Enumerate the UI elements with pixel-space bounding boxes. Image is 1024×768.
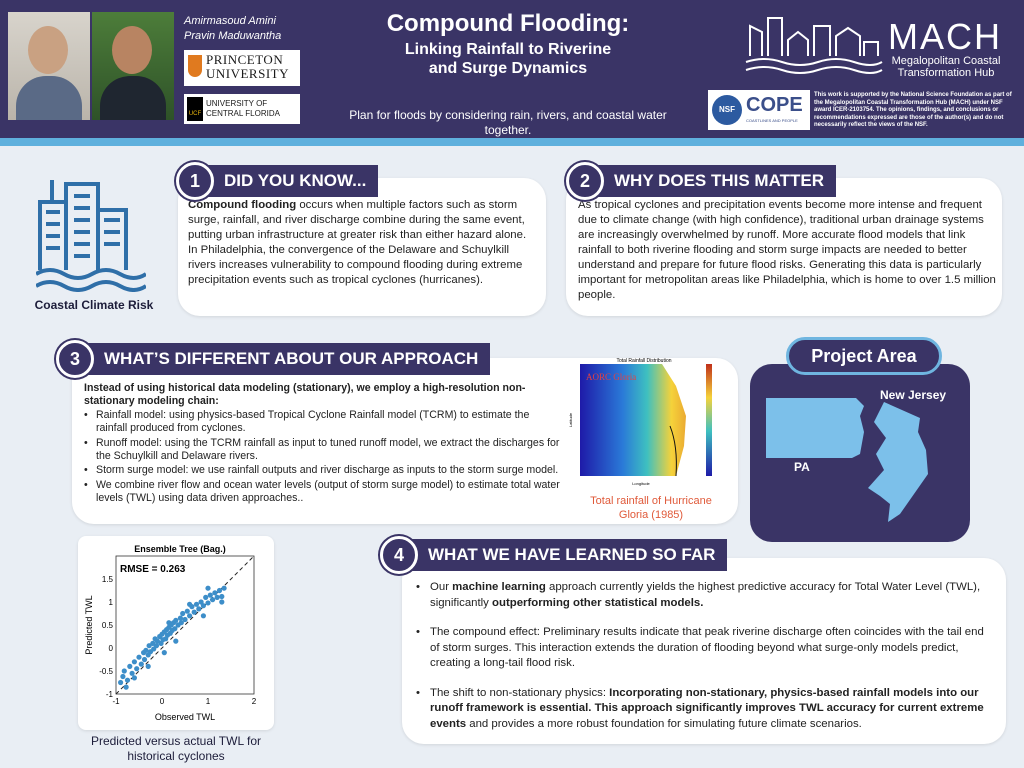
scatter-point (120, 674, 125, 679)
y-tick-label: 1.5 (101, 575, 113, 584)
mach-subtitle: Megalopolitan Coastal Transformation Hub (891, 55, 1001, 79)
finding-bullet: • Our machine learning approach currently yields the highest predictive accuracy for Total Water Level (TWL), significantly outperforming other statistical models. (416, 580, 988, 611)
chart-annotation: RMSE = 0.263 (120, 564, 186, 575)
author-photo-amini (8, 12, 90, 120)
nsf-acknowledgement: This work is supported by the National Science Foundation as part of the Megalopolitan Coastal Transformation Hub (MACH) under NSF award ICER-2103754. The opinions, findings, and conclusions or recommendations expressed are those of the author(s) and do not necessarily reflect the views of the NSF. (814, 92, 1012, 128)
tagline: Plan for floods by considering rain, rivers, and coastal water together. (349, 108, 667, 137)
scatter-point (196, 606, 201, 611)
scatter-point (215, 595, 220, 600)
scatter-point (154, 643, 159, 648)
header-accent-stripe (0, 138, 1024, 146)
map-label: AORC Gloria (586, 372, 637, 382)
x-tick-label: 2 (251, 697, 257, 706)
section-4-text (416, 580, 988, 746)
scatter-point (124, 685, 129, 690)
scatter-point (201, 613, 206, 618)
scatter-point (146, 664, 151, 669)
scatter-point (143, 648, 148, 653)
header (0, 0, 1024, 138)
section-1-title: DID YOU KNOW... (206, 165, 378, 197)
scatter-point (134, 666, 139, 671)
scatter-point (194, 602, 199, 607)
scatter-point (130, 671, 135, 676)
scatter-point (212, 590, 217, 595)
approach-bullet: • Runoff model: using the TCRM rainfall as input to tuned runoff model, we extract the discharges for the Schuylkill and Delaware rivers. (84, 437, 562, 464)
chart-xlabel: Observed TWL (154, 712, 216, 722)
section-3-text: Instead of using historical data modeling (stationary), we employ a high-resolution non-stationary modeling chain: • Rainfall model: using physics-based Tropical Cyclone Rainfall model (TCRM) to estimate the rainfall produced from cyclones. • Runoff model: using the TCRM rainfall as input to tuned runoff model, we extract the discharges for the Schuylkill and Delaware rivers. • Storm surge model: we use rainfall outputs and river discharge as inputs to the storm surge model. • We combine river flow and ocean water levels (output of storm surge model) to estimate total water levels (TWL) using data driven approaches.. (84, 382, 562, 507)
y-tick-label: 1 (108, 598, 113, 607)
map-title: Total Rainfall Distribution (616, 358, 672, 364)
scatter-point (205, 600, 210, 605)
project-area-map (760, 392, 960, 532)
scatter-point (219, 599, 224, 604)
project-area-title: Project Area (786, 337, 942, 375)
scatter-point (166, 620, 171, 625)
y-tick-label: -0.5 (99, 667, 113, 676)
mach-skyline-icon (744, 12, 884, 78)
scatter-point (217, 588, 222, 593)
section-1-header (176, 162, 378, 200)
scatter-point (201, 603, 206, 608)
cope-subtitle: COASTLINES AND PEOPLE (746, 118, 798, 123)
x-tick-label: 0 (159, 697, 165, 706)
approach-bullet: • Rainfall model: using physics-based Tropical Cyclone Rainfall model (TCRM) to estimate the rainfall produced from cyclones. (84, 409, 562, 436)
approach-bullet: • Storm surge model: we use rainfall outputs and river discharge as inputs to the storm surge model. (84, 464, 562, 477)
section-1-number: 1 (176, 162, 214, 200)
approach-bullet: • We combine river flow and ocean water levels (output of storm surge model) to estimate total water levels (TWL) using data driven approaches.. (84, 479, 562, 506)
scatter-point (132, 659, 137, 664)
x-tick-label: 1 (205, 697, 211, 706)
scatter-point (205, 586, 210, 591)
rainfall-map (566, 356, 724, 490)
scatter-point (187, 602, 192, 607)
map-ylabel: Latitude (568, 412, 573, 428)
scatter-point (173, 618, 178, 623)
scatter-point (132, 675, 137, 680)
map-caption: Total rainfall of Hurricane Gloria (1985) (590, 495, 712, 521)
section-4-header (380, 536, 727, 574)
icon-caption: Coastal Climate Risk (34, 298, 154, 312)
new-jersey-shape (868, 402, 928, 522)
scatter-point (118, 680, 123, 685)
ucf-pegasus-icon: UCF (187, 97, 203, 121)
y-tick-label: 0 (108, 644, 113, 653)
scatter-point (185, 609, 190, 614)
scatter-point (219, 594, 224, 599)
cope-logo: COPE (746, 94, 803, 116)
scatter-point (210, 597, 215, 602)
label-pa: PA (794, 460, 810, 474)
section-3-header (56, 340, 490, 378)
scatter-point (208, 593, 213, 598)
princeton-shield-icon (188, 55, 202, 77)
scatter-chart (82, 540, 270, 726)
section-2-text: As tropical cyclones and precipitation events become more intense and frequent due to climate change (with high confidence), traditional urban drainage systems are increasingly overwhelmed by runoff. More accurate flood models that link rainfall to both riverine flooding and storm surge impacts are needed to better understand and prepare for future flood risks. Generating this data is particularly important for metropolitan areas like Philadelphia, which is home to over 1.5 million people. (578, 199, 996, 301)
x-tick-label: -1 (112, 697, 120, 706)
scatter-point (162, 650, 167, 655)
reference-line (116, 556, 254, 694)
scatter-point (192, 610, 197, 615)
scatter-point (182, 617, 187, 622)
chart-title: Ensemble Tree (Bag.) (134, 544, 226, 554)
author-names: Amirmasoud Amini Pravin Maduwantha (184, 15, 282, 42)
y-tick-label: 0.5 (101, 621, 113, 630)
poster-title: Compound Flooding: Linking Rainfall to Riverine and Surge Dynamics (386, 10, 630, 77)
label-new-jersey: New Jersey (880, 388, 947, 402)
scatter-point (173, 639, 178, 644)
ucf-logo: UCF UNIVERSITY OF CENTRAL FLORIDA (184, 94, 300, 124)
scatter-point (180, 611, 185, 616)
section-3-number: 3 (56, 340, 94, 378)
finding-bullet: • The compound effect: Preliminary results indicate that peak riverine discharge often coincides with the tail end of storm surges. This interaction extends the duration of flooding beyond what surge-only models predict, creating a long-tail flood risk. (416, 625, 988, 672)
map-xlabel: Longitude (632, 481, 650, 486)
chart-ylabel: Predicted TWL (84, 595, 94, 655)
coastal-city-icon (36, 174, 146, 292)
scatter-point (222, 586, 227, 591)
nsf-cope-logos (708, 90, 810, 130)
scatter-point (203, 595, 208, 600)
map-colorbar (706, 364, 712, 476)
author-photo-maduwantha (92, 12, 174, 120)
nsf-logo-icon: NSF (712, 95, 742, 125)
section-2-number: 2 (566, 162, 604, 200)
scatter-point (142, 657, 147, 662)
section-4-title: WHAT WE HAVE LEARNED SO FAR (410, 539, 727, 571)
scatter-point (136, 655, 141, 660)
scatter-point (122, 668, 127, 673)
section-2-header (566, 162, 836, 200)
pennsylvania-shape (766, 398, 864, 458)
princeton-logo: PRINCETON UNIVERSITY (184, 50, 300, 86)
scatter-point (139, 662, 144, 667)
y-tick-label: -1 (105, 690, 113, 699)
section-1-text: Compound flooding occurs when multiple factors such as storm surge, rainfall, and river discharge combine during the same event, putting urban infrastructure at greater risk than either hazard alone. In Philadelphia, the convergence of the Delaware and Schuylkill rivers increases vulnerability to compound flooding during extreme precipitation events such as tropical cyclones (hurricanes). (188, 199, 527, 286)
scatter-point (178, 616, 183, 621)
scatter-point (127, 664, 132, 669)
section-4-number: 4 (380, 536, 418, 574)
scatter-point (125, 678, 130, 683)
section-3-title: WHAT’S DIFFERENT ABOUT OUR APPROACH (86, 343, 490, 375)
chart-caption: Predicted versus actual TWL for historical cyclones (90, 734, 262, 763)
section-2-title: WHY DOES THIS MATTER (596, 165, 836, 197)
scatter-point (187, 613, 192, 618)
finding-bullet: • The shift to non-stationary physics: Incorporating non-stationary, physics-based rainfall models into our runoff framework is essential. This approach significantly improves TWL accuracy for current extreme events and provides a more robust foundation for simulating future climate scenarios. (416, 686, 988, 733)
mach-wordmark: MACH (888, 16, 1002, 57)
